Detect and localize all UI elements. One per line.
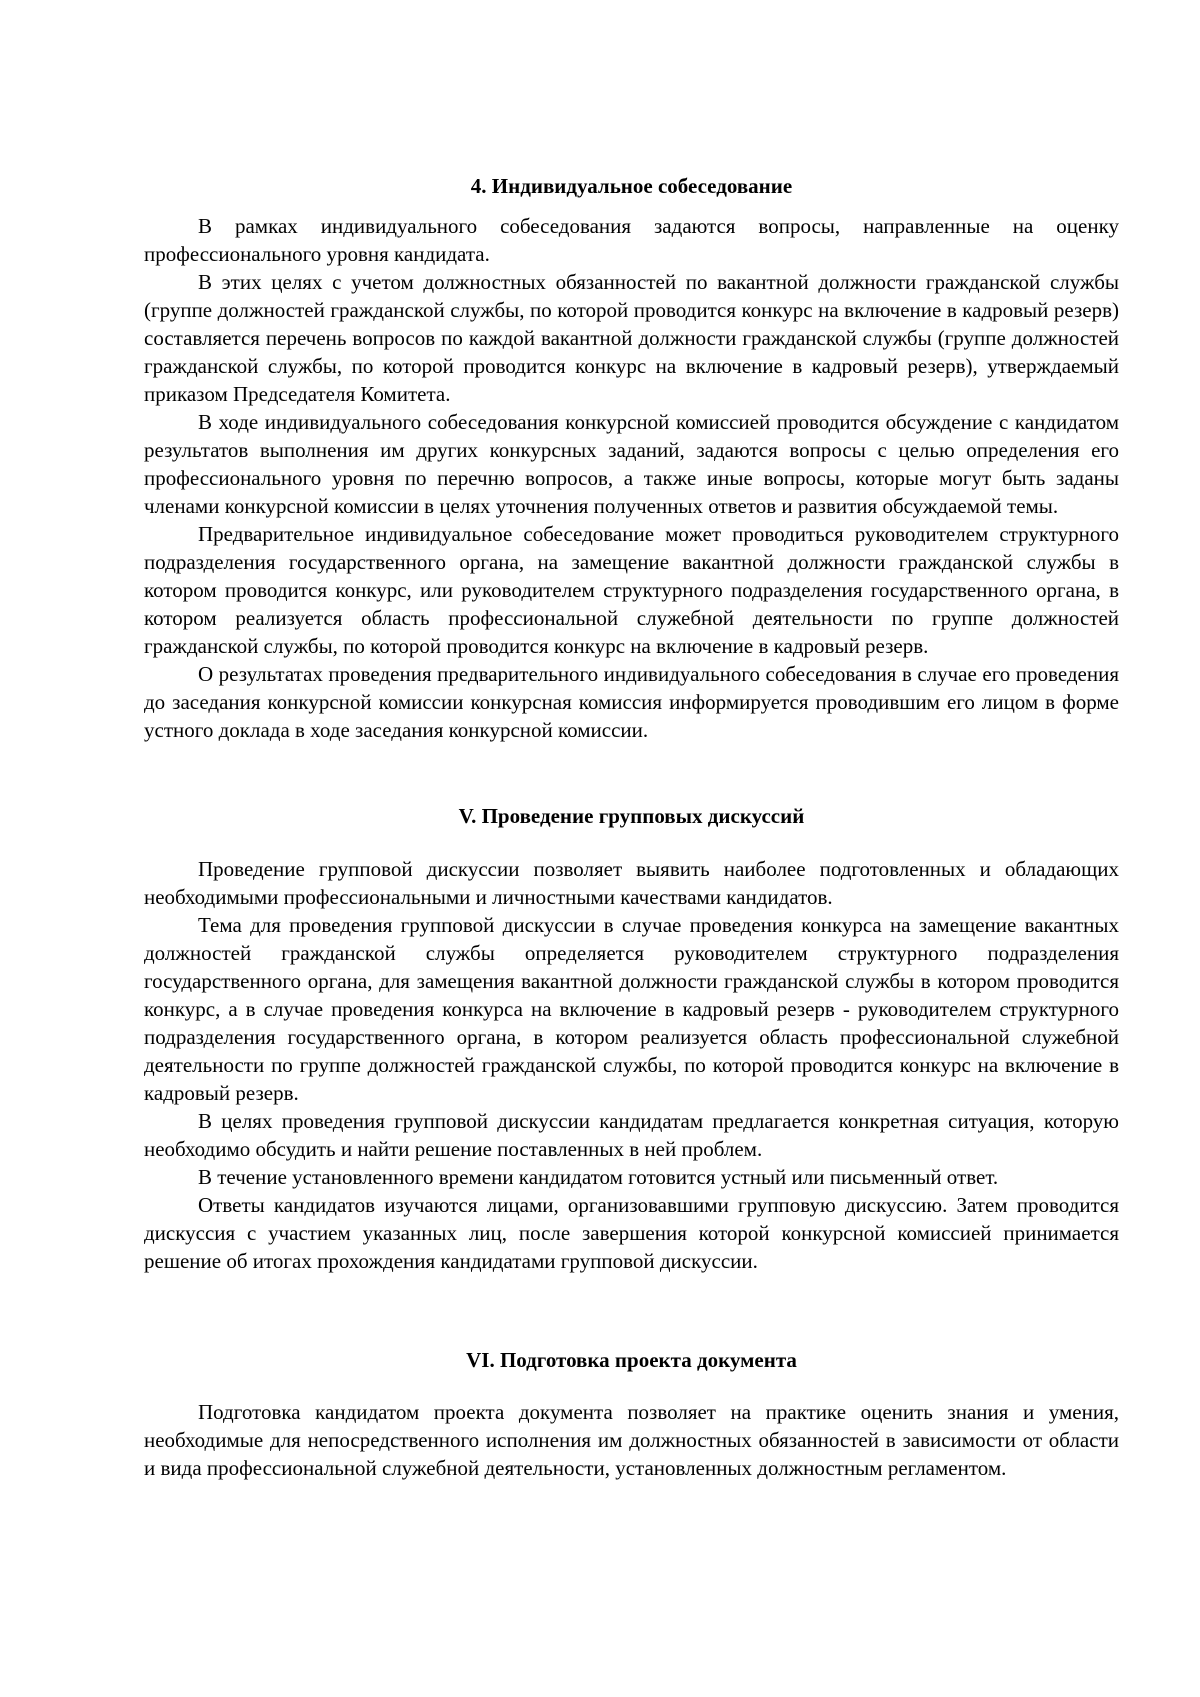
- paragraph: О результатах проведения предварительного индивидуального собеседования в случае его проведения до заседания конкурсной комиссии конкурсная комиссия информируется проводившим его лицом в форме устного доклада в ходе заседания конкурсной комиссии.: [144, 662, 1119, 742]
- paragraph: Ответы кандидатов изучаются лицами, организовавшими групповую дискуссию. Затем проводится дискуссия с участием указанных лиц, после завершения которой конкурсной комиссией принимается решение об итогах прохождения кандидатами групповой дискуссии.: [144, 1193, 1119, 1273]
- section-heading: V. Проведение групповых дискуссий: [458, 804, 805, 828]
- paragraph: В рамках индивидуального собеседования задаются вопросы, направленные на оценку профессионального уровня кандидата.: [144, 214, 1119, 266]
- section-heading: VI. Подготовка проекта документа: [466, 1348, 797, 1372]
- paragraph: В целях проведения групповой дискуссии кандидатам предлагается конкретная ситуация, которую необходимо обсудить и найти решение поставленных в ней проблем.: [144, 1109, 1119, 1161]
- section-heading: 4. Индивидуальное собеседование: [470, 174, 793, 198]
- paragraph: В ходе индивидуального собеседования конкурсной комиссией проводится обсуждение с кандидатом результатов выполнения им других конкурсных заданий, задаются вопросы с целью определения его профессионального уровня по перечню вопросов, а также иные вопросы, которые могут быть заданы членами конкурсной комиссии в целях уточнения полученных ответов и развития обсуждаемой темы.: [144, 410, 1119, 518]
- paragraph: Тема для проведения групповой дискуссии в случае проведения конкурса на замещение вакантных должностей гражданской службы определяется руководителем структурного подразделения государственного органа, для замещения вакантной должности гражданской службы в котором проводится конкурс, а в случае проведения конкурса на включение в кадровый резерв - руководителем структурного подразделения государственного органа, в котором реализуется область профессиональной служебной деятельности по группе должностей гражданской службы, по которой проводится конкурс на включение в кадровый резерв.: [144, 913, 1119, 1105]
- paragraph: В течение установленного времени кандидатом готовится устный или письменный ответ.: [198, 1165, 999, 1189]
- section-body: [144, 855, 1119, 1275]
- paragraph: Подготовка кандидатом проекта документа позволяет на практике оценить знания и умения, необходимые для непосредственного исполнения им должностных обязанностей в зависимости от области и вида профессиональной служебной деятельности, установленных должностным регламентом.: [144, 1400, 1119, 1480]
- paragraph: В этих целях с учетом должностных обязанностей по вакантной должности гражданской службы (группе должностей гражданской службы, по которой проводится конкурс на включение в кадровый резерв) составляется перечень вопросов по каждой вакантной должности гражданской службы (группе должностей гражданской службы, по которой проводится конкурс на включение в кадровый резерв), утверждаемый приказом Председателя Комитета.: [144, 270, 1119, 406]
- section-body: [144, 212, 1119, 744]
- paragraph: Проведение групповой дискуссии позволяет выявить наиболее подготовленных и обладающих необходимыми профессиональными и личностными качествами кандидатов.: [144, 857, 1119, 909]
- section-body: [144, 1398, 1119, 1482]
- paragraph: Предварительное индивидуальное собеседование может проводиться руководителем структурного подразделения государственного органа, на замещение вакантной должности гражданской службы в котором проводится конкурс, или руководителем структурного подразделения государственного органа, в котором реализуется область профессиональной служебной деятельности по группе должностей гражданской службы, по которой проводится конкурс на включение в кадровый резерв.: [144, 522, 1119, 658]
